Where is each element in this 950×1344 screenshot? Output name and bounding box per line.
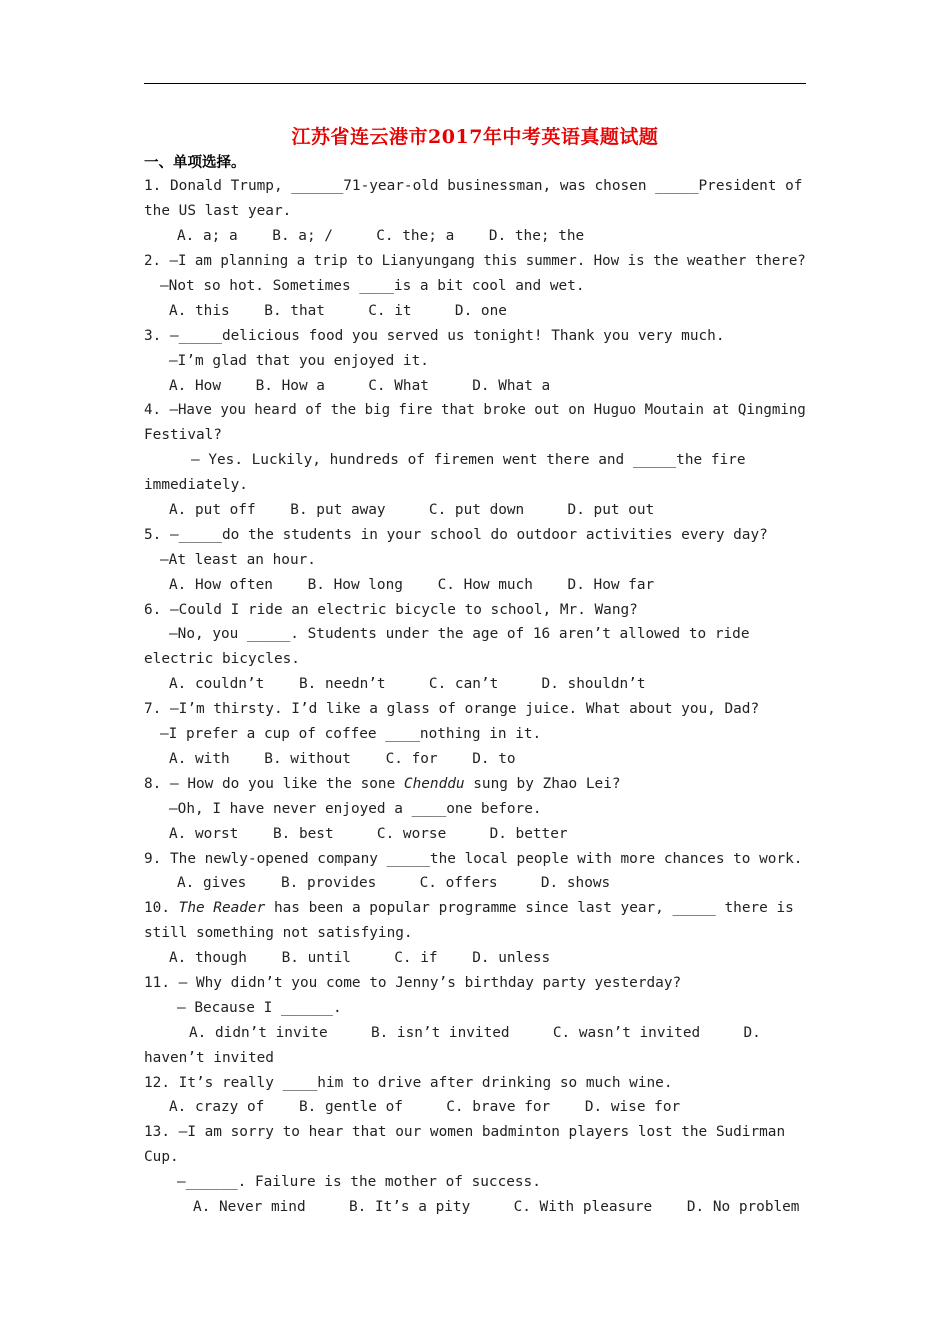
question-line: —Oh, I have never enjoyed a ____one before.	[169, 801, 542, 817]
question-line: 6. —Could I ride an electric bicycle to school, Mr. Wang?	[144, 602, 638, 618]
question-line: 2. —I am planning a trip to Lianyungang this summer. How is the weather there?	[144, 253, 806, 269]
question-text	[265, 900, 274, 916]
program-title: The Reader	[178, 900, 266, 916]
question-line: electric bicycles.	[144, 651, 300, 667]
question-line: Cup.	[144, 1149, 179, 1165]
question-line	[144, 773, 621, 795]
answer-options: A. Never mind B. It’s a pity C. With pleasure D. No problem	[193, 1199, 800, 1215]
question-line: 9. The newly-opened company _____the local people with more chances to work.	[144, 851, 803, 867]
question-line: Festival?	[144, 427, 222, 443]
answer-options: A. though B. until C. if D. unless	[169, 950, 551, 966]
answer-options: A. put off B. put away C. put down D. put out	[169, 502, 655, 518]
question-line: —I’m glad that you enjoyed it.	[169, 353, 429, 369]
answer-options: A. crazy of B. gentle of C. brave for D. wise for	[169, 1099, 681, 1115]
question-line: 13. —I am sorry to hear that our women badminton players lost the Sudirman	[144, 1124, 786, 1140]
question-line: 5. —_____do the students in your school do outdoor activities every day?	[144, 527, 768, 543]
header-rule	[144, 83, 806, 84]
answer-options: A. worst B. best C. worse D. better	[169, 826, 568, 842]
page-title: 江苏省连云港市2017年中考英语真题试题	[291, 126, 659, 148]
question-line: —No, you _____. Students under the age of 16 aren’t allowed to ride	[169, 626, 750, 642]
answer-options: A. a; a B. a; / C. the; a D. the; the	[177, 228, 585, 244]
question-line: still something not satisfying.	[144, 925, 413, 941]
question-line: 4. —Have you heard of the big fire that broke out on Huguo Moutain at Qingming	[144, 402, 806, 418]
question-line: —At least an hour.	[160, 552, 316, 568]
answer-options: A. How often B. How long C. How much D. How far	[169, 577, 655, 593]
answer-options: A. didn’t invite B. isn’t invited C. wasn’t invited D.	[189, 1025, 761, 1041]
answer-options: A. gives B. provides C. offers D. shows	[177, 875, 611, 891]
answer-options: A. How B. How a C. What D. What a	[169, 378, 551, 394]
question-line: —______. Failure is the mother of success.	[177, 1174, 541, 1190]
question-text: has been a popular programme since last year, _____ there is	[273, 900, 794, 916]
question-line: immediately.	[144, 477, 248, 493]
question-line: the US last year.	[144, 203, 292, 219]
question-text: 8. — How do you like the sone	[144, 776, 404, 792]
question-line	[144, 897, 794, 919]
question-text: sung by Zhao Lei?	[464, 776, 621, 792]
question-text: 10.	[144, 900, 179, 916]
section-heading: 一、单项选择。	[144, 155, 246, 171]
answer-options: haven’t invited	[144, 1050, 274, 1066]
song-title: Chenddu	[403, 776, 465, 792]
answer-options: A. this B. that C. it D. one	[169, 303, 507, 319]
question-line: 7. —I’m thirsty. I’d like a glass of orange juice. What about you, Dad?	[144, 701, 760, 717]
question-line: — Yes. Luckily, hundreds of firemen went there and _____the fire	[191, 452, 746, 468]
question-line: 3. —_____delicious food you served us tonight! Thank you very much.	[144, 328, 725, 344]
question-line: 12. It’s really ____him to drive after drinking so much wine.	[144, 1075, 673, 1091]
question-line: — Because I ______.	[177, 1000, 342, 1016]
question-line: 11. — Why didn’t you come to Jenny’s birthday party yesterday?	[144, 975, 682, 991]
question-line: —Not so hot. Sometimes ____is a bit cool and wet.	[160, 278, 585, 294]
answer-options: A. couldn’t B. needn’t C. can’t D. shouldn’t	[169, 676, 646, 692]
answer-options: A. with B. without C. for D. to	[169, 751, 516, 767]
question-line: 1. Donald Trump, ______71-year-old businessman, was chosen _____President of	[144, 178, 803, 194]
question-line: —I prefer a cup of coffee ____nothing in it.	[160, 726, 542, 742]
